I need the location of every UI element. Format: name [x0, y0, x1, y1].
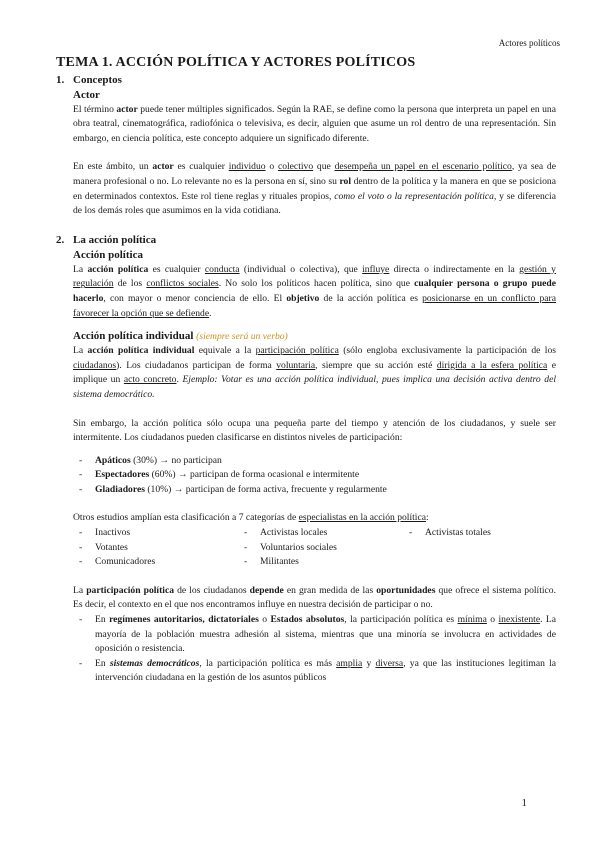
- paragraph: El término actor puede tener múltiples significados. Según la RAE, se define como la persona que interpreta un papel en una obra teatral, cinematográfica, radiofónica o televisiva, es decir, alguien que asume un rol dentro de una representación. Sin embargo, en ciencia política, este concepto adquiere un significado diferente.: [73, 103, 556, 144]
- list-item: - Gladiadores (10%) → participan de forma activa, frecuente y regularmente: [79, 483, 387, 495]
- list-item: - Activistas totales: [409, 527, 491, 539]
- running-header: Actores políticos: [498, 38, 560, 48]
- list-item: - Votantes: [79, 541, 128, 553]
- subheading-accion-individual: Acción política individual (siempre será un verbo): [73, 330, 288, 343]
- list-item: - En sistemas democráticos, la participación política es más amplia y diversa, ya que las instituciones legitiman la intervención ciudadana en la gestión de los asuntos públicos: [79, 657, 557, 684]
- subheading-actor: Actor: [73, 88, 100, 101]
- section-title: Conceptos: [73, 73, 122, 86]
- list-item: - Espectadores (60%) → participan de forma ocasional e intermitente: [79, 469, 360, 481]
- list-item: - Militantes: [244, 556, 299, 568]
- subheading-accion-politica: Acción política: [73, 248, 143, 261]
- regimes-list: [73, 613, 556, 686]
- categories-list: [73, 526, 556, 570]
- section-number: 1.: [56, 73, 65, 86]
- list-item: - Inactivos: [79, 527, 131, 539]
- list-item: - Apáticos (30%) → no participan: [79, 454, 222, 466]
- paragraph: La acción política individual equivale a la participación política (sólo engloba exclusivamente la participación de los ciudadanos). Los ciudadanos participan de forma voluntaria, siempre que su acción esté dirigida a la esfera política e implique un acto concreto. Ejemplo: Votar es una acción política individual, pues implica una decisión activa dentro del sistema democrático.: [73, 345, 557, 400]
- section-heading-conceptos: [56, 73, 556, 88]
- section-number: 2.: [56, 233, 65, 246]
- participation-levels-list: [73, 454, 556, 498]
- paragraph: Otros estudios amplían esta clasificación a 7 categorías de especialistas en la acción política:: [73, 512, 429, 524]
- list-item: - Comunicadores: [79, 556, 156, 568]
- list-item: - Activistas locales: [244, 527, 328, 539]
- page-title: TEMA 1. ACCIÓN POLÍTICA Y ACTORES POLÍTICOS: [56, 55, 416, 70]
- section-body-conceptos: [73, 103, 556, 219]
- section-body-accion-politica: [73, 263, 556, 526]
- paragraph: Sin embargo, la acción política sólo ocupa una pequeña parte del tiempo y atención de los ciudadanos, y suele ser intermitente. Los ciudadanos pueden clasificarse en distintos niveles de participación:: [73, 417, 556, 444]
- list-item: - Voluntarios sociales: [244, 541, 337, 553]
- page-content: [56, 56, 556, 686]
- list-item: - En regímenes autoritarios, dictatoriales o Estados absolutos, la participación política es mínima o inexistente. La mayoría de la población muestra adhesión al sistema, mientras que una minoría se involucra en actividades de oposición o resistencia.: [79, 614, 557, 655]
- paragraph: En este ámbito, un actor es cualquier individuo o colectivo que desempeña un papel en el escenario político, ya sea de manera profesional o no. Lo relevante no es la persona en sí, sino su rol dentro de la política y la manera en que se posiciona en determinados contextos. Este rol tiene reglas y rituales propios, como el voto o la representación política, y se diferencia de los demás roles que asumimos en la vida cotidiana.: [73, 161, 556, 217]
- paragraph: La participación política de los ciudadanos depende en gran medida de las oportunidades que ofrece el sistema político. Es decir, el contexto en el que nos encontramos influye en nuestra decisión de participar o no.: [73, 584, 556, 611]
- subheading-note: (siempre será un verbo): [196, 331, 288, 343]
- section-heading-accion-politica: [56, 233, 556, 248]
- page-number: 1: [521, 797, 527, 809]
- paragraph: La acción política es cualquier conducta (individual o colectiva), que influye directa o indirectamente en la gestión y regulación de los conflictos sociales. No solo los políticos hacen política, sino que cualquier persona o grupo puede hacerlo, con mayor o menor conciencia de ello. El objetivo de la acción política es posicionarse en un conflicto para favorecer la opción que se defiende.: [73, 263, 557, 319]
- section-title: La acción política: [73, 233, 157, 246]
